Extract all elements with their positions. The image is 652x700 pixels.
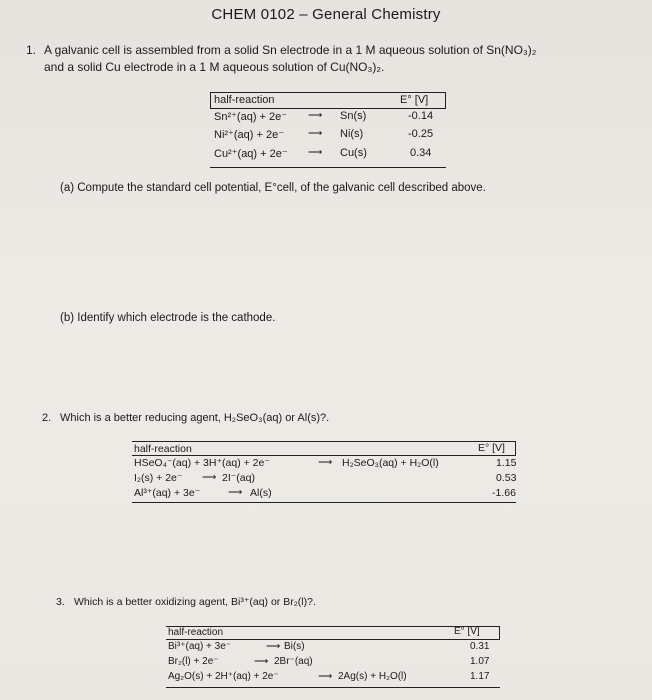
q3-number: 3. — [56, 596, 65, 608]
q1-row-left: Cu²⁺(aq) + 2e⁻ — [214, 148, 288, 160]
q3-header-potential: E° [V] — [454, 626, 480, 637]
q1-text-line1: A galvanic cell is assembled from a solid Sn electrode in a 1 M aqueous solution of Sn(NO₃)₂ — [44, 43, 537, 57]
q1-header-potential: E° [V] — [400, 94, 429, 106]
q3-row-value: 1.17 — [470, 671, 490, 682]
q3-row-right: 2Ag(s) + H₂O(l) — [338, 671, 407, 682]
q2-row-value: -1.66 — [492, 487, 516, 499]
q2-header-potential: E° [V] — [478, 442, 505, 454]
q3-row-left: Br₂(l) + 2e⁻ — [168, 656, 219, 667]
reaction-arrow-icon: ⟶ — [308, 128, 323, 139]
q2-header-half-reaction: half-reaction — [134, 443, 192, 455]
reaction-arrow-icon: ⟶ — [202, 472, 217, 483]
q1-row-left: Ni²⁺(aq) + 2e⁻ — [214, 129, 284, 141]
q2-question — [42, 410, 329, 427]
q3-row-value: 0.31 — [470, 641, 490, 652]
q3-question — [56, 594, 316, 611]
q3-row-left: Bi³⁺(aq) + 3e⁻ — [168, 641, 232, 652]
q1-row-right: Sn(s) — [340, 110, 367, 122]
q2-number: 2. — [42, 412, 52, 424]
q1-row-left: Sn²⁺(aq) + 2e⁻ — [214, 111, 288, 123]
q2-reaction-table — [132, 441, 516, 503]
q1-part-b: (b) Identify which electrode is the cathode. — [60, 312, 276, 324]
q3-header-half-reaction: half-reaction — [168, 627, 224, 638]
q3-reaction-table — [166, 626, 500, 688]
q2-row-value: 0.53 — [496, 472, 517, 484]
reaction-arrow-icon: ⟶ — [228, 487, 243, 498]
q2-row-right: 2I⁻(aq) — [222, 472, 255, 484]
reaction-arrow-icon: ⟶ — [254, 656, 269, 667]
q2-row-right: H₂SeO₃(aq) + H₂O(l) — [342, 457, 439, 469]
q1-row-right: Ni(s) — [340, 128, 364, 140]
q1-row-value: -0.25 — [408, 128, 434, 140]
reaction-arrow-icon: ⟶ — [318, 671, 333, 682]
q3-row-left: Ag₂O(s) + 2H⁺(aq) + 2e⁻ — [168, 671, 279, 682]
q2-row-value: 1.15 — [496, 457, 517, 469]
q2-row-left: I₂(s) + 2e⁻ — [134, 472, 183, 484]
q3-row-value: 1.07 — [470, 656, 490, 667]
q1-line2: and a solid Cu electrode in a 1 M aqueous solution of Cu(NO₃)₂. — [44, 60, 385, 74]
q1-reaction-table — [210, 92, 446, 168]
reaction-arrow-icon: ⟶ — [318, 457, 333, 468]
q1-row-right: Cu(s) — [340, 147, 367, 159]
q1-row-value: 0.34 — [410, 147, 432, 159]
page-title: CHEM 0102 – General Chemistry — [211, 6, 441, 23]
reaction-arrow-icon: ⟶ — [266, 641, 281, 652]
q2-row-right: Al(s) — [250, 487, 272, 499]
q3-row-right: Bi(s) — [284, 641, 305, 652]
q2-row-left: HSeO₄⁻(aq) + 3H⁺(aq) + 2e⁻ — [134, 457, 270, 469]
q1-header-half-reaction: half-reaction — [214, 94, 275, 106]
q1-line1 — [26, 42, 536, 59]
q1-number: 1. — [26, 43, 37, 57]
q2-text: Which is a better reducing agent, H₂SeO₃(aq) or Al(s)?. — [60, 412, 330, 424]
reaction-arrow-icon: ⟶ — [308, 147, 323, 158]
q3-row-right: 2Br⁻(aq) — [274, 656, 313, 667]
q3-text: Which is a better oxidizing agent, Bi³⁺(aq) or Br₂(l)?. — [74, 596, 316, 608]
q1-part-a: (a) Compute the standard cell potential, E°cell, of the galvanic cell described above. — [60, 182, 486, 194]
q2-row-left: Al³⁺(aq) + 3e⁻ — [134, 487, 201, 499]
q1-row-value: -0.14 — [408, 110, 434, 122]
reaction-arrow-icon: ⟶ — [308, 110, 323, 121]
